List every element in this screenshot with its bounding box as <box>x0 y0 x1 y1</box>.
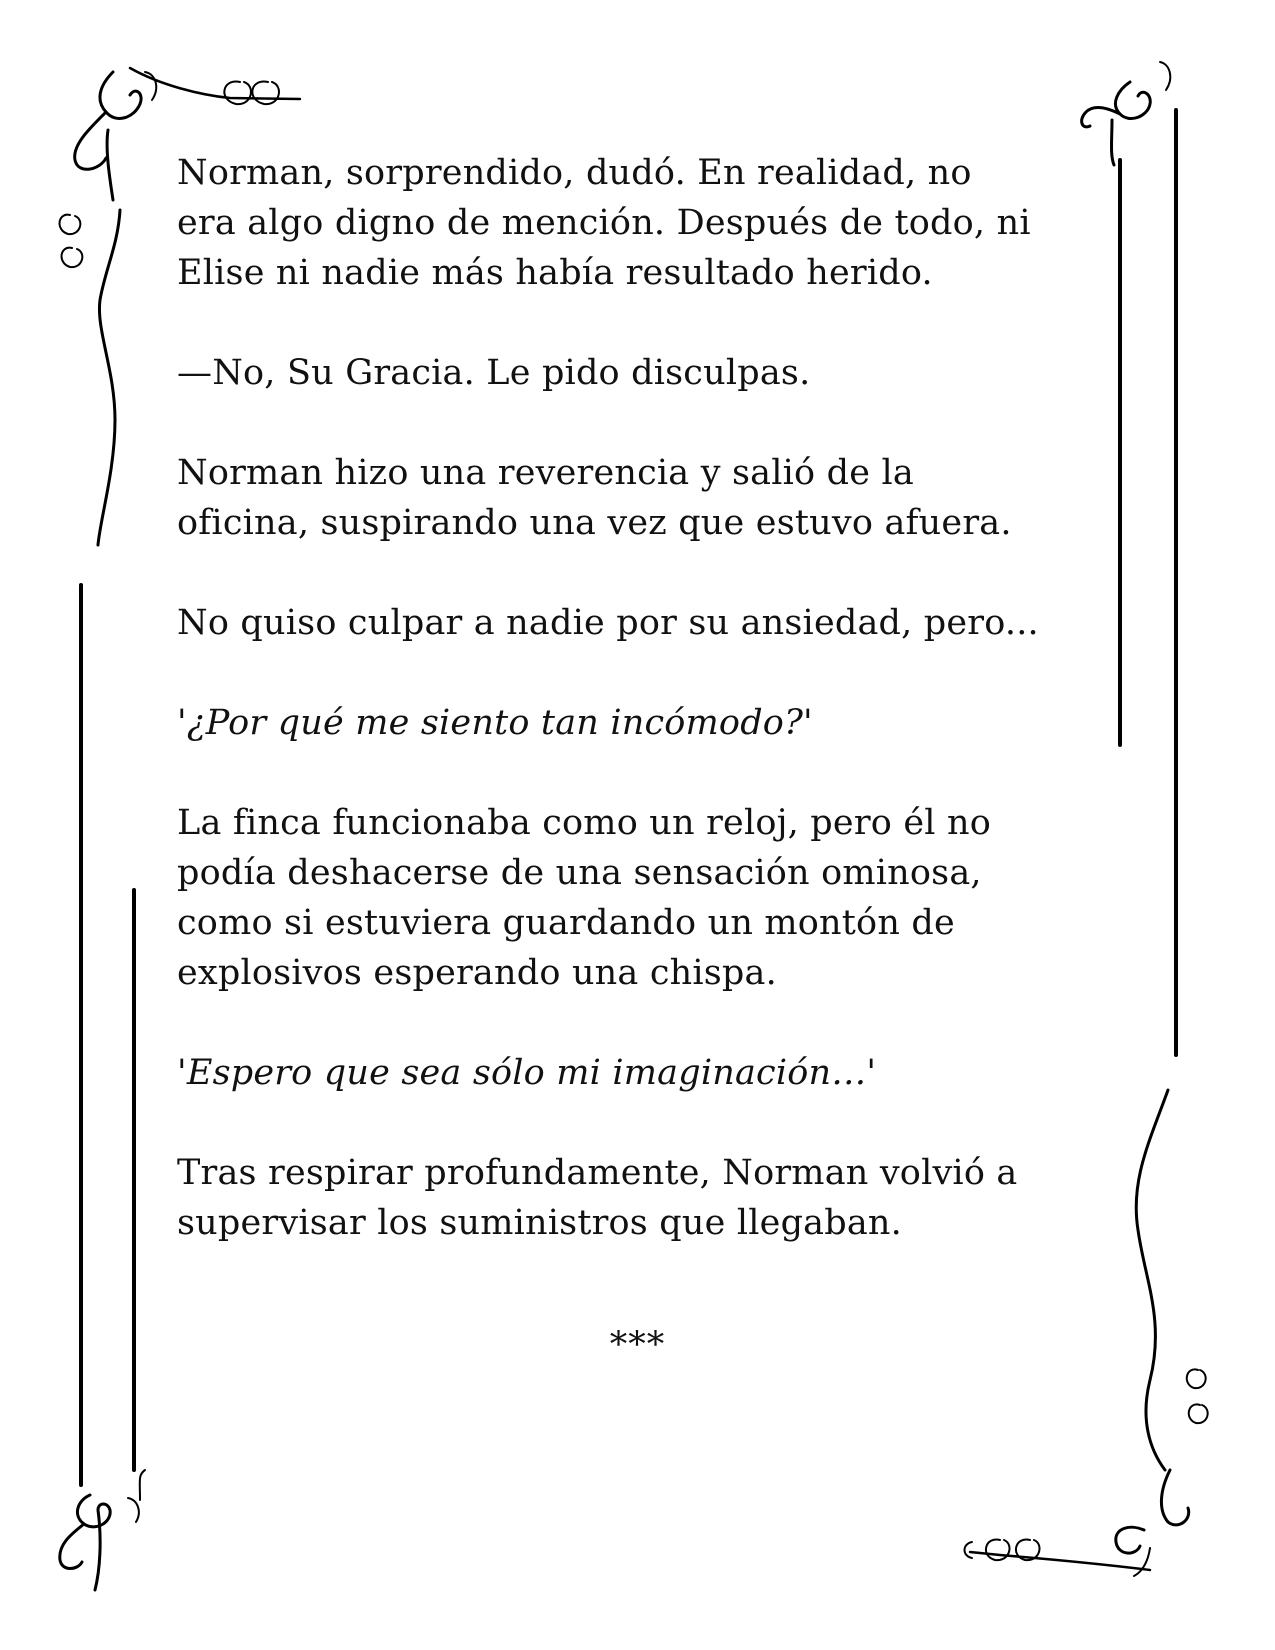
paragraph-7-thought <box>177 1048 1097 1098</box>
text-line: —No, Su Gracia. Le pido disculpas. <box>177 353 811 393</box>
text-line: supervisar los suministros que llegaban. <box>177 1203 902 1243</box>
text-line: Norman, sorprendido, dudó. En realidad, no <box>177 153 972 193</box>
text-line: Tras respirar profundamente, Norman volvió a <box>177 1153 1018 1193</box>
paragraph-3 <box>177 448 1097 548</box>
paragraph-4 <box>177 598 1097 648</box>
scene-separator: *** <box>609 1325 666 1365</box>
text-line: 'Espero que sea sólo mi imaginación…' <box>177 1053 877 1093</box>
paragraph-2-dialogue <box>177 348 1097 398</box>
text-line: era algo digno de mención. Después de todo, ni <box>177 203 1031 243</box>
paragraph-6 <box>177 798 1097 998</box>
text-line: La finca funcionaba como un reloj, pero él no <box>177 803 991 843</box>
text-line: como si estuviera guardando un montón de <box>177 903 955 943</box>
text-line: podía deshacerse de una sensación ominosa, <box>177 853 982 893</box>
paragraph-8 <box>177 1148 1097 1248</box>
page-body <box>177 148 1097 1298</box>
flourish-bottom-left-icon <box>60 1470 145 1590</box>
text-line: '¿Por qué me siento tan incómodo?' <box>177 703 813 743</box>
text-line: Elise ni nadie más había resultado herido. <box>177 253 933 293</box>
text-line: No quiso culpar a nadie por su ansiedad, pero... <box>177 603 1039 643</box>
text-line: oficina, suspirando una vez que estuvo afuera. <box>177 503 1012 543</box>
text-line: explosivos esperando una chispa. <box>177 953 777 993</box>
paragraph-1 <box>177 148 1097 298</box>
paragraph-5-thought <box>177 698 1097 748</box>
text-line: Norman hizo una reverencia y salió de la <box>177 453 914 493</box>
